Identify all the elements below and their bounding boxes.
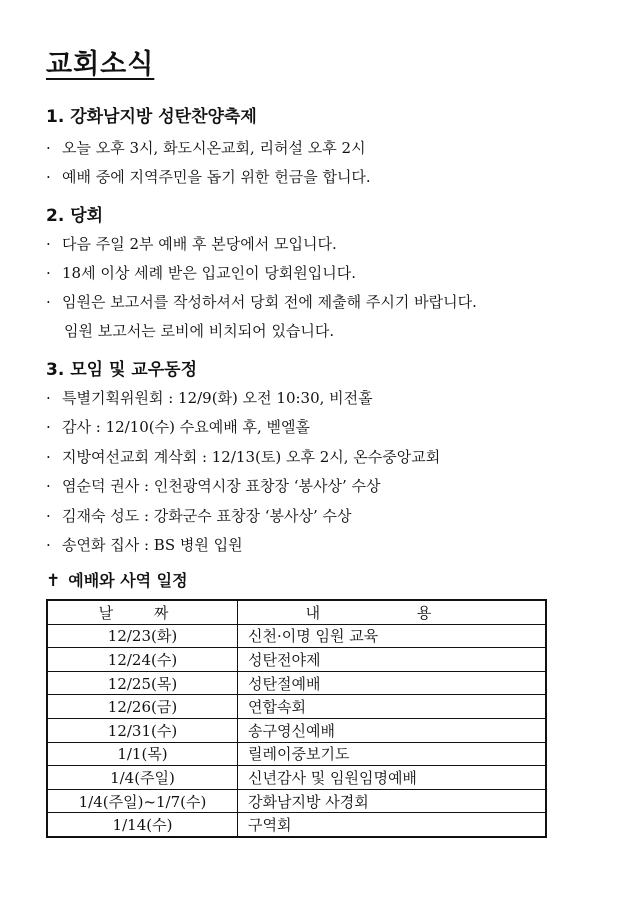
list-item: · 임원은 보고서를 작성하셔서 당회 전에 제출해 주시기 바랍니다. xyxy=(46,293,477,311)
bullet: · xyxy=(46,235,51,253)
schedule-date-cell: 1/14(수) xyxy=(47,813,238,837)
table-row xyxy=(47,624,546,648)
bullet: · xyxy=(46,418,51,436)
schedule-date-cell: 1/4(주일)~1/7(수) xyxy=(47,789,238,813)
bullet: · xyxy=(46,139,51,157)
table-row xyxy=(47,648,546,672)
bullet: · xyxy=(46,293,51,311)
section-heading-festival: 1. 강화남지방 성탄찬양축제 xyxy=(46,107,257,127)
section-heading-gatherings: 3. 모임 및 교우동정 xyxy=(46,360,197,380)
schedule-content-cell: 성탄절예배 xyxy=(238,671,547,695)
list-item: · 송연화 집사 : BS 병원 입원 xyxy=(46,536,243,554)
table-row xyxy=(47,813,546,837)
schedule-content-cell: 신년감사 및 임원임명예배 xyxy=(238,766,547,790)
table-row xyxy=(47,671,546,695)
list-item: · 예배 중에 지역주민을 돕기 위한 헌금을 합니다. xyxy=(46,168,371,186)
bullet: · xyxy=(46,477,51,495)
bullet: · xyxy=(46,168,51,186)
list-item: · 다음 주일 2부 예배 후 본당에서 모입니다. xyxy=(46,235,337,253)
list-item: · 18세 이상 세례 받은 입교인이 당회원입니다. xyxy=(46,264,357,282)
list-item: · 오늘 오후 3시, 화도시온교회, 리허설 오후 2시 xyxy=(46,139,366,157)
table-row xyxy=(47,718,546,742)
table-row xyxy=(47,742,546,766)
schedule-content-cell: 릴레이중보기도 xyxy=(238,742,547,766)
bullet: · xyxy=(46,389,51,407)
column-header-content: 내 용 xyxy=(238,600,547,624)
table-row xyxy=(47,789,546,813)
schedule-date-cell: 12/23(화) xyxy=(47,624,238,648)
schedule-table xyxy=(46,599,547,838)
schedule-date-cell: 12/26(금) xyxy=(47,695,238,719)
schedule-content-cell: 연합속회 xyxy=(238,695,547,719)
schedule-heading: ✝ 예배와 사역 일정 xyxy=(46,571,188,591)
schedule-date-cell: 12/24(수) xyxy=(47,648,238,672)
list-item: · 감사 : 12/10(수) 수요예배 후, 벧엘홀 xyxy=(46,418,310,436)
schedule-content-cell: 구역회 xyxy=(238,813,547,837)
schedule-content-cell: 성탄전야제 xyxy=(238,648,547,672)
bullet: · xyxy=(46,448,51,466)
table-row xyxy=(47,695,546,719)
list-item: · 김재숙 성도 : 강화군수 표창장 ‘봉사상’ 수상 xyxy=(46,507,352,525)
table-row xyxy=(47,766,546,790)
page-title: 교회소식 xyxy=(46,49,155,80)
table-header-row xyxy=(47,600,546,624)
section-heading-session: 2. 당회 xyxy=(46,206,104,226)
list-item: · 지방여선교회 계삭회 : 12/13(토) 오후 2시, 온수중앙교회 xyxy=(46,448,441,466)
list-item: · 염순덕 권사 : 인천광역시장 표창장 ‘봉사상’ 수상 xyxy=(46,477,381,495)
schedule-date-cell: 1/4(주일) xyxy=(47,766,238,790)
schedule-content-cell: 신천·이명 임원 교육 xyxy=(238,624,547,648)
column-header-date: 날 짜 xyxy=(47,600,238,624)
schedule-date-cell: 12/31(수) xyxy=(47,718,238,742)
cross-icon: ✝ xyxy=(46,571,61,591)
list-item: · 특별기획위원회 : 12/9(화) 오전 10:30, 비전홀 xyxy=(46,389,373,407)
list-item-continuation: 임원 보고서는 로비에 비치되어 있습니다. xyxy=(64,322,335,340)
schedule-content-cell: 송구영신예배 xyxy=(238,718,547,742)
schedule-date-cell: 12/25(목) xyxy=(47,671,238,695)
bullet: · xyxy=(46,536,51,554)
schedule-content-cell: 강화남지방 사경회 xyxy=(238,789,547,813)
schedule-date-cell: 1/1(목) xyxy=(47,742,238,766)
bullet: · xyxy=(46,507,51,525)
bullet: · xyxy=(46,264,51,282)
